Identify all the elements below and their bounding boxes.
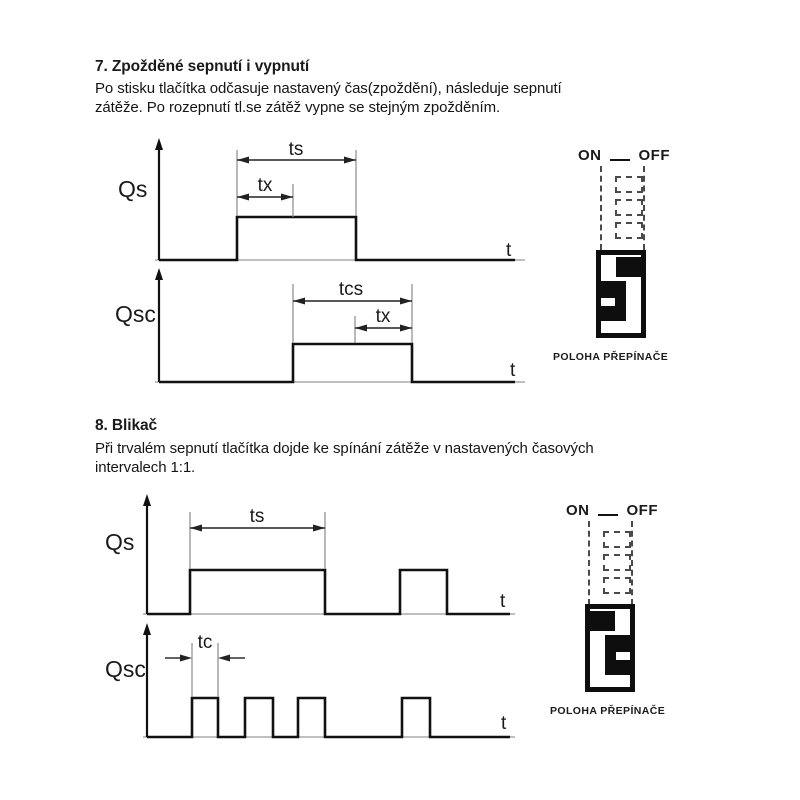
axis-arrow-up-icon [143,494,151,506]
time-axis-label: t [500,591,506,612]
section8-heading: 8. Blikač [95,417,158,434]
section7-body-line1: Po stisku tlačítka odčasuje nastavený čas(zpoždění), následuje sepnutí [95,80,562,97]
ts-label: ts [288,139,304,160]
off-label: OFF [638,147,670,164]
tc-dimension [165,632,245,662]
switch-top-edge-line [598,514,618,516]
section7-qs-timing-diagram [95,130,535,270]
dip-toggle-1-off [616,257,641,277]
switch7-caption: POLOHA PŘEPÍNAČE [553,351,669,363]
dip-connector [615,295,626,308]
qs-axis [143,494,515,614]
switch8-dip-box [585,604,635,692]
qs-waveform [147,570,510,614]
qs-signal-label: Qs [118,176,148,202]
tcs-label: tcs [338,279,364,300]
switch7-dip-pattern [601,255,641,333]
switch7-ghost-housing [600,166,645,250]
axis-arrow-up-icon [155,138,163,150]
ghost-toggle-2 [615,199,643,216]
section8-body-line1: Při trvalém sepnutí tlačítka dojde ke spínání zátěže v nastavených časových [95,440,594,457]
ts-dimension [190,506,325,532]
dip-toggle-1-on [590,611,615,631]
dip-toggle-3-off [605,660,630,675]
ghost-toggle-1 [615,176,643,193]
section8-qsc-timing-diagram [95,615,535,750]
ghost-toggle-2 [603,554,631,571]
qsc-signal-label: Qsc [115,301,156,327]
switch7-dip-box [596,250,646,338]
section7-heading: 7. Zpožděné sepnutí i vypnutí [95,58,310,75]
axis-arrow-up-icon [143,623,151,635]
tx-dimension [237,175,293,201]
section8-body-line2: intervalech 1:1. [95,459,196,476]
ghost-toggle-1 [603,531,631,548]
off-label: OFF [626,502,658,519]
tx-label: tx [257,175,273,196]
tx-label: tx [375,306,391,327]
qs-axis [155,138,525,260]
on-label: ON [566,502,590,519]
ts-label: ts [249,506,265,527]
section8-qs-timing-diagram [95,488,535,620]
tcs-dimension [293,279,412,305]
qsc-waveform [159,344,515,382]
qs-waveform [159,217,515,260]
section7-body-line2: zátěže. Po rozepnutí tl.se zátěž vypne se stejným zpožděním. [95,99,501,116]
switch8-onoff-row [566,502,658,519]
ghost-toggle-3 [603,577,631,594]
ghost-toggle-3 [615,222,643,239]
switch8-caption: POLOHA PŘEPÍNAČE [550,705,666,717]
time-axis-label: t [506,240,512,261]
on-label: ON [578,147,602,164]
qs-signal-label: Qs [105,529,135,555]
time-axis-label: t [501,713,507,734]
dip-connector [605,649,616,662]
switch-top-edge-line [610,159,630,161]
time-axis-label: t [510,360,516,381]
qsc-blink-waveform [147,698,510,737]
qsc-signal-label: Qsc [105,656,146,682]
tx-dimension [355,306,412,332]
axis-arrow-up-icon [155,268,163,280]
switch8-dip-pattern [590,609,630,687]
ts-dimension [237,139,356,164]
switch8-ghost-housing [588,521,633,605]
dip-toggle-3-on [601,306,626,321]
section7-qsc-timing-diagram [95,262,535,392]
switch7-onoff-row [578,147,670,164]
tc-label: tc [197,632,213,653]
